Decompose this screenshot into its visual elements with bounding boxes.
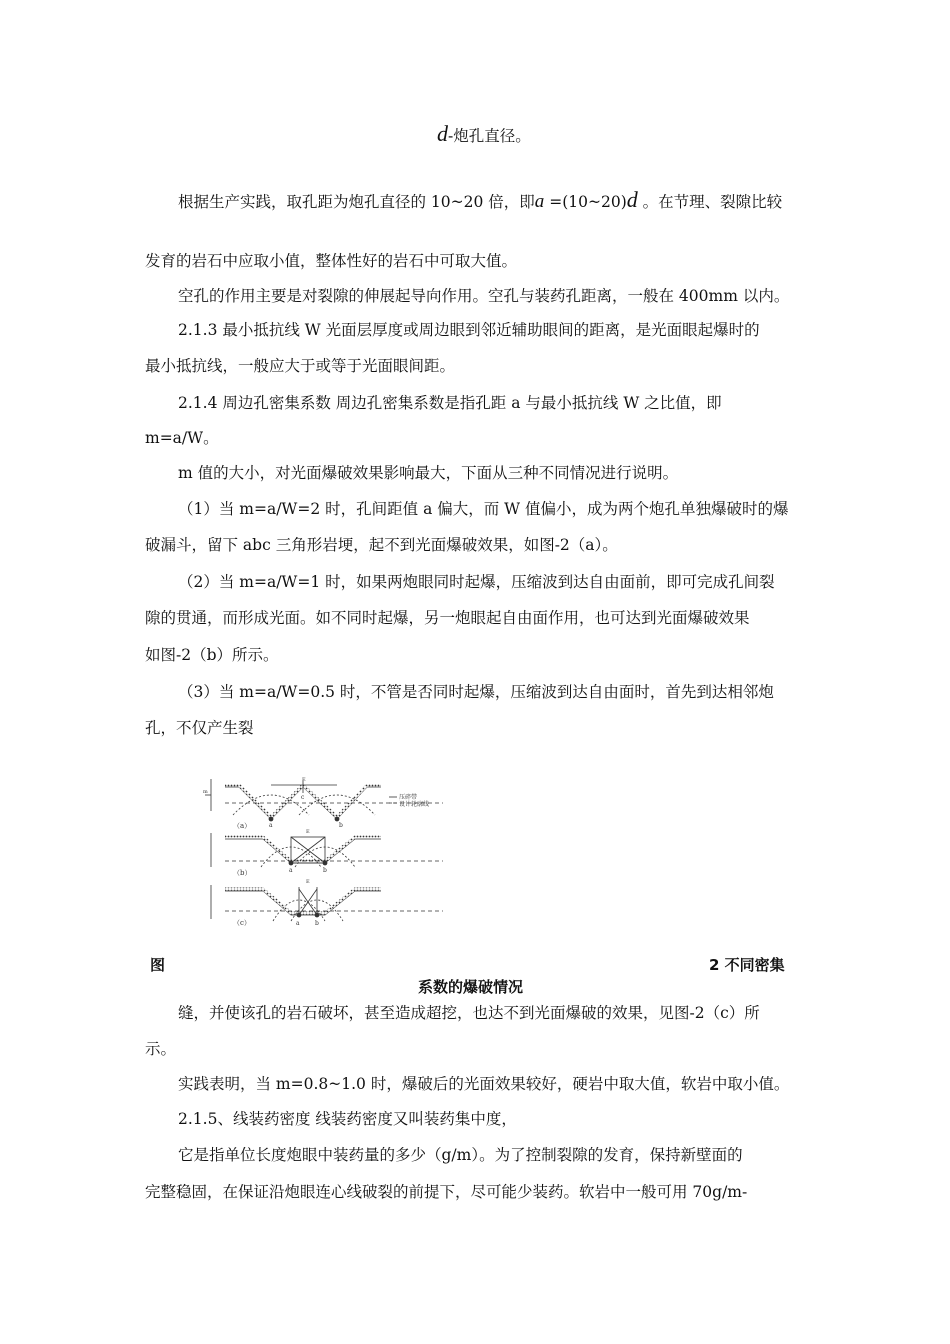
fig-label-c: （c） bbox=[233, 919, 251, 927]
paragraph-practice: 实践表明，当 m=0.8~1.0 时，爆破后的光面效果较好，硬岩中取大值，软岩中取小值。 bbox=[178, 1075, 790, 1093]
fig-point-e1: E bbox=[302, 777, 306, 783]
paragraph-case1-line1: （1）当 m=a/W=2 时，孔间距值 a 偏大，而 W 值偏小，成为两个炮孔单独爆破时的爆 bbox=[178, 500, 789, 518]
spacing-text-b: =(10~20) bbox=[544, 193, 627, 211]
spacing-text-a: 根据生产实践，取孔距为炮孔直径的 10~20 倍，即 bbox=[178, 193, 535, 211]
d-definition: -炮孔直径。 bbox=[448, 127, 531, 145]
fig-point-a2: a bbox=[289, 867, 293, 874]
fig-point-b1: b bbox=[339, 822, 343, 829]
fig-label-b: （b） bbox=[233, 869, 252, 877]
figure-case-c bbox=[211, 885, 443, 921]
figure-caption-left: 图 bbox=[150, 956, 166, 974]
paragraph-case2-line3: 如图-2（b）所示。 bbox=[145, 646, 279, 664]
paragraph-case2-line1: （2）当 m=a/W=1 时，如果两炮眼同时起爆，压缩波到达自由面前，即可完成孔间裂 bbox=[178, 573, 775, 591]
fig-point-e2: E bbox=[306, 829, 310, 835]
paragraph-burden-line2: 最小抵抗线，一般应大于或等于光面眼间距。 bbox=[145, 357, 456, 375]
paragraph-spacing-line1 bbox=[178, 187, 783, 212]
heading-linear-charge: 2.1.5、线装药密度 线装药密度又叫装药集中度， bbox=[178, 1110, 517, 1128]
a-symbol: a bbox=[534, 191, 545, 212]
paragraph-empty-hole: 空孔的作用主要是对裂隙的伸展起导向作用。空孔与装药孔距离，一般在 400mm 以内。 bbox=[178, 287, 790, 305]
paragraph-burden-line1: 2.1.3 最小抵抗线 W 光面层厚度或周边眼到邻近辅助眼间的距离，是光面眼起爆时的 bbox=[178, 321, 760, 339]
figure-case-b bbox=[211, 833, 443, 867]
paragraph-m-value: m 值的大小，对光面爆破效果影响最大，下面从三种不同情况进行说明。 bbox=[178, 464, 679, 482]
paragraph-case3-cont-line2: 示。 bbox=[145, 1040, 177, 1058]
paragraph-density-line2: m=a/W。 bbox=[145, 429, 219, 447]
fig-point-b3: b bbox=[315, 920, 319, 927]
paragraph-spacing-line2: 发育的岩石中应取小值，整体性好的岩石中可取大值。 bbox=[145, 252, 518, 270]
fig-point-m1: m bbox=[203, 789, 208, 795]
paragraph-charge-line2: 完整稳固，在保证沿炮眼连心线破裂的前提下，尽可能少装药。软岩中一般可用 70g/m- bbox=[145, 1183, 748, 1201]
paragraph-case3-cont-line1: 缝，并使该孔的岩石破坏，甚至造成超挖，也达不到光面爆破的效果，见图-2（c）所 bbox=[178, 1004, 760, 1022]
figure-caption-right: 2 不同密集 bbox=[709, 956, 785, 974]
formula-definition-line bbox=[437, 121, 531, 146]
fig-point-a1: a bbox=[269, 822, 273, 829]
figure-caption-line2: 系数的爆破情况 bbox=[418, 978, 524, 996]
fig-point-a3: a bbox=[296, 920, 300, 927]
spacing-text-c: 。在节理、裂隙比较 bbox=[637, 193, 783, 211]
fig-label-a: （a） bbox=[233, 822, 252, 830]
fig-point-c1: c bbox=[301, 794, 305, 801]
d-symbol: d bbox=[437, 121, 448, 146]
paragraph-density-line1: 2.1.4 周边孔密集系数 周边孔密集系数是指孔距 a 与最小抵抗线 W 之比值，即 bbox=[178, 394, 722, 412]
fig-point-e3: E bbox=[306, 879, 310, 885]
d-symbol-inline: d bbox=[626, 187, 638, 212]
paragraph-case3-line1: （3）当 m=a/W=0.5 时，不管是否同时起爆，压缩波到达自由面时，首先到达相邻炮 bbox=[178, 683, 774, 701]
paragraph-case3-line2: 孔，不仅产生裂 bbox=[145, 719, 254, 737]
fig-legend-crush: 压碎带 bbox=[399, 794, 418, 801]
paragraph-charge-line1: 它是指单位长度炮眼中装药量的多少（g/m）。为了控制裂隙的发育，保持新壁面的 bbox=[178, 1146, 743, 1164]
paragraph-case2-line2: 隙的贯通，而形成光面。如不同时起爆，另一炮眼起自由面作用，也可达到光面爆破效果 bbox=[145, 609, 750, 627]
fig-point-b2: b bbox=[323, 867, 327, 874]
blasting-density-figure bbox=[203, 775, 451, 933]
fig-legend-contour: 设计轮廓线 bbox=[399, 801, 430, 808]
paragraph-case1-line2: 破漏斗，留下 abc 三角形岩埂，起不到光面爆破效果，如图-2（a）。 bbox=[145, 536, 618, 554]
